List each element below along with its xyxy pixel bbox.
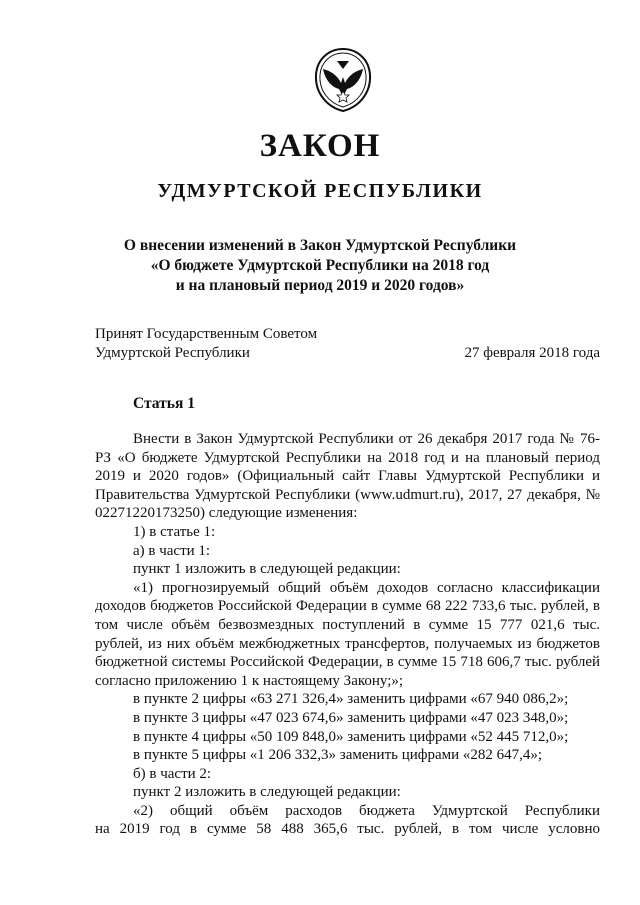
article-body [95,430,600,839]
subject-line: «О бюджете Удмуртской Республики на 2018 год [150,257,490,274]
article-heading: Статья 1 [133,395,195,412]
item-a: а) в части 1: [133,542,211,559]
item-b: б) в части 2: [133,765,212,782]
change-point-3: в пункте 3 цифры «47 023 674,6» заменить цифрами «47 023 348,0»; [133,709,569,726]
item-1: 1) в статье 1: [133,523,216,540]
article-intro: Внести в Закон Удмуртской Республики от 26 декабря 2017 года № 76-РЗ «О бюджете Удмуртской Республики на 2018 год и на плановый период 2019 и 2020 годов» (Официальный сайт Главы Удмуртской Республики и Правительства Удмуртской Республики (www.udmurt.ru), 2017, 27 декабря, № 02271220173250) следующие изменения: [95,431,600,522]
point1-text: «1) прогнозируемый общий объём доходов согласно классификации доходов бюджетов Российской Федерации в сумме 68 222 733,6 тыс. рублей, в том числе объём безвозмездных поступлений в сумме 15 777 021,6 тыс. рублей, из них объём межбюджетных трансфертов, получаемых из бюджетов бюджетной системы Российской Федерации, в сумме 15 718 606,7 тыс. рублей согласно приложению 1 к настоящему Закону;»; [95,579,600,689]
law-subject [0,236,640,296]
udmurt-coat-of-arms-icon [313,47,373,113]
change-point-2: в пункте 2 цифры «63 271 326,4» заменить цифрами «67 940 086,2»; [133,691,569,708]
adopted-by-line1: Принят Государственным Советом [95,326,318,342]
subject-line: и на плановый период 2019 и 2020 годов» [175,277,465,294]
republic-title: УДМУРТСКОЙ РЕСПУБЛИКИ [157,180,483,202]
subject-line: О внесении изменений в Закон Удмуртской Республики [123,237,517,254]
adoption-block [95,325,600,363]
adoption-date: 27 февраля 2018 года [464,345,600,361]
adopted-by-line2: Удмуртской Республики [95,345,250,361]
point2-line2: на 2019 год в сумме 58 488 365,6 тыс. рублей, в том числе условно [95,821,600,838]
law-title: ЗАКОН [259,128,381,164]
point2-line1: «2) общий объём расходов бюджета Удмуртской Республики [133,802,600,819]
point2-intro: пункт 2 изложить в следующей редакции: [133,784,401,801]
change-point-4: в пункте 4 цифры «50 109 848,0» заменить цифрами «52 445 712,0»; [133,728,569,745]
point1-intro: пункт 1 изложить в следующей редакции: [133,561,401,578]
change-point-5: в пункте 5 цифры «1 206 332,3» заменить цифрами «282 647,4»; [133,747,543,764]
